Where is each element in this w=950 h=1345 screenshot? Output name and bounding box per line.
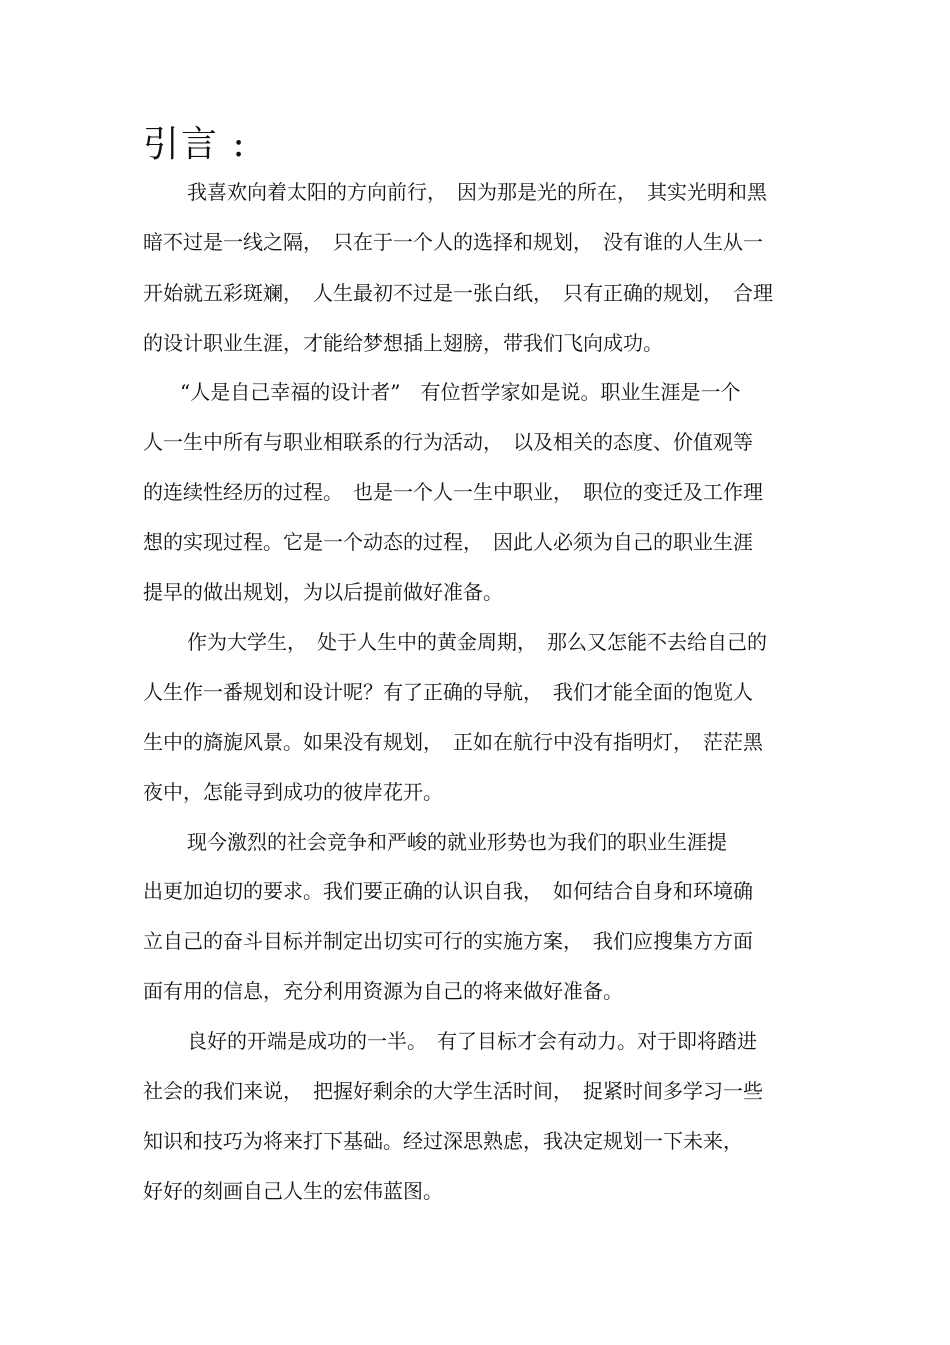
text-line: 出更加迫切的要求。我们要正确的认识自我， 如何结合自身和环境确 <box>143 879 753 903</box>
text-line: 提早的做出规划，为以后提前做好准备。 <box>143 580 503 604</box>
text-line: “人是自己幸福的设计者” 有位哲学家如是说。职业生涯是一个 <box>180 380 741 404</box>
text-line: 人生作一番规划和设计呢？有了正确的导航， 我们才能全面的饱览人 <box>143 680 753 704</box>
text-line: 的设计职业生涯，才能给梦想插上翅膀，带我们飞向成功。 <box>143 331 663 355</box>
text-line: 的连续性经历的过程。 也是一个人一生中职业， 职位的变迁及工作理 <box>143 480 763 504</box>
text-line: 社会的我们来说， 把握好剩余的大学生活时间， 捉紧时间多学习一些 <box>143 1079 763 1103</box>
text-line: 人一生中所有与职业相联系的行为活动， 以及相关的态度、价值观等 <box>143 430 753 454</box>
heading: 引言 : <box>143 124 247 165</box>
text-line: 知识和技巧为将来打下基础。经过深思熟虑，我决定规划一下未来， <box>143 1129 743 1153</box>
text-line: 现今激烈的社会竞争和严峻的就业形势也为我们的职业生涯提 <box>187 830 727 854</box>
text-line: 好好的刻画自己人生的宏伟蓝图。 <box>143 1179 443 1203</box>
text-line: 生中的旖旎风景。如果没有规划， 正如在航行中没有指明灯， 茫茫黑 <box>143 730 763 754</box>
text-line: 我喜欢向着太阳的方向前行， 因为那是光的所在， 其实光明和黑 <box>187 180 767 204</box>
text-line: 面有用的信息，充分利用资源为自己的将来做好准备。 <box>143 979 623 1003</box>
text-line: 夜中，怎能寻到成功的彼岸花开。 <box>143 780 443 804</box>
text-line: 作为大学生， 处于人生中的黄金周期， 那么又怎能不去给自己的 <box>187 630 767 654</box>
text-line: 良好的开端是成功的一半。 有了目标才会有动力。对于即将踏进 <box>187 1029 757 1053</box>
text-line: 开始就五彩斑斓， 人生最初不过是一张白纸， 只有正确的规划， 合理 <box>143 281 773 305</box>
text-line: 暗不过是一线之隔， 只在于一个人的选择和规划， 没有谁的人生从一 <box>143 230 763 254</box>
text-line: 立自己的奋斗目标并制定出切实可行的实施方案， 我们应搜集方方面 <box>143 929 753 953</box>
text-line: 想的实现过程。它是一个动态的过程， 因此人必须为自己的职业生涯 <box>143 530 753 554</box>
